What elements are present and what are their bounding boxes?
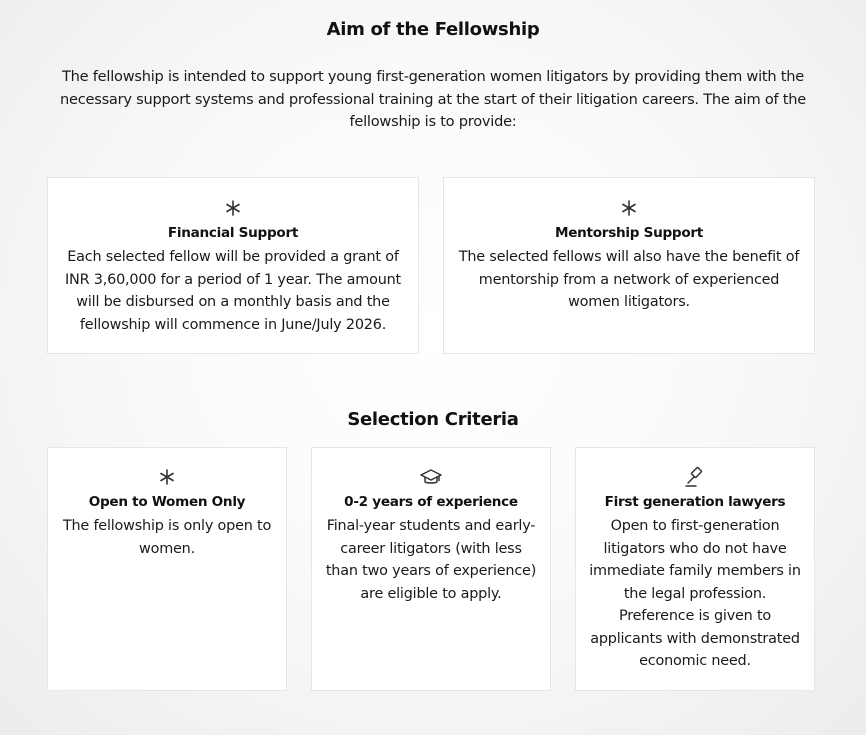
- asterisk-icon: [156, 466, 178, 488]
- mentorship-support-card: [443, 177, 815, 354]
- card-title: Open to Women Only: [88, 494, 246, 510]
- asterisk-icon: [618, 197, 640, 219]
- financial-support-card: [47, 177, 419, 354]
- card-title: Financial Support: [167, 225, 299, 241]
- gavel-icon: [684, 466, 706, 488]
- card-text: Final-year students and early-career litigators (with less than two years of experience) are eligible to apply.: [325, 518, 537, 602]
- aim-intro-text: The fellowship is intended to support young first-generation women litigators by providing them with the necessary support systems and professional training at the start of their litigation careers. The aim of the fellowship is to provide:: [60, 68, 806, 130]
- first-generation-card: [575, 447, 815, 691]
- card-text: The selected fellows will also have the benefit of mentorship from a network of experienced women litigators.: [458, 249, 800, 310]
- card-text: Each selected fellow will be provided a grant of INR 3,60,000 for a period of 1 year. The amount will be disbursed on a monthly basis and the fellowship will commence in June/July 2026.: [65, 249, 401, 333]
- aim-section-title: Aim of the Fellowship: [326, 19, 540, 40]
- criteria-section-title: Selection Criteria: [347, 409, 519, 430]
- card-text: Open to first-generation litigators who do not have immediate family members in the legal profession. Preference is given to applicants with demonstrated economic need.: [589, 518, 801, 669]
- asterisk-icon: [222, 197, 244, 219]
- card-title: Mentorship Support: [555, 225, 703, 241]
- open-to-women-card: [47, 447, 287, 691]
- graduation-cap-icon: [420, 466, 442, 488]
- card-title: First generation lawyers: [604, 494, 786, 510]
- card-title: 0-2 years of experience: [344, 494, 518, 510]
- experience-card: [311, 447, 551, 691]
- card-text: The fellowship is only open to women.: [62, 518, 272, 557]
